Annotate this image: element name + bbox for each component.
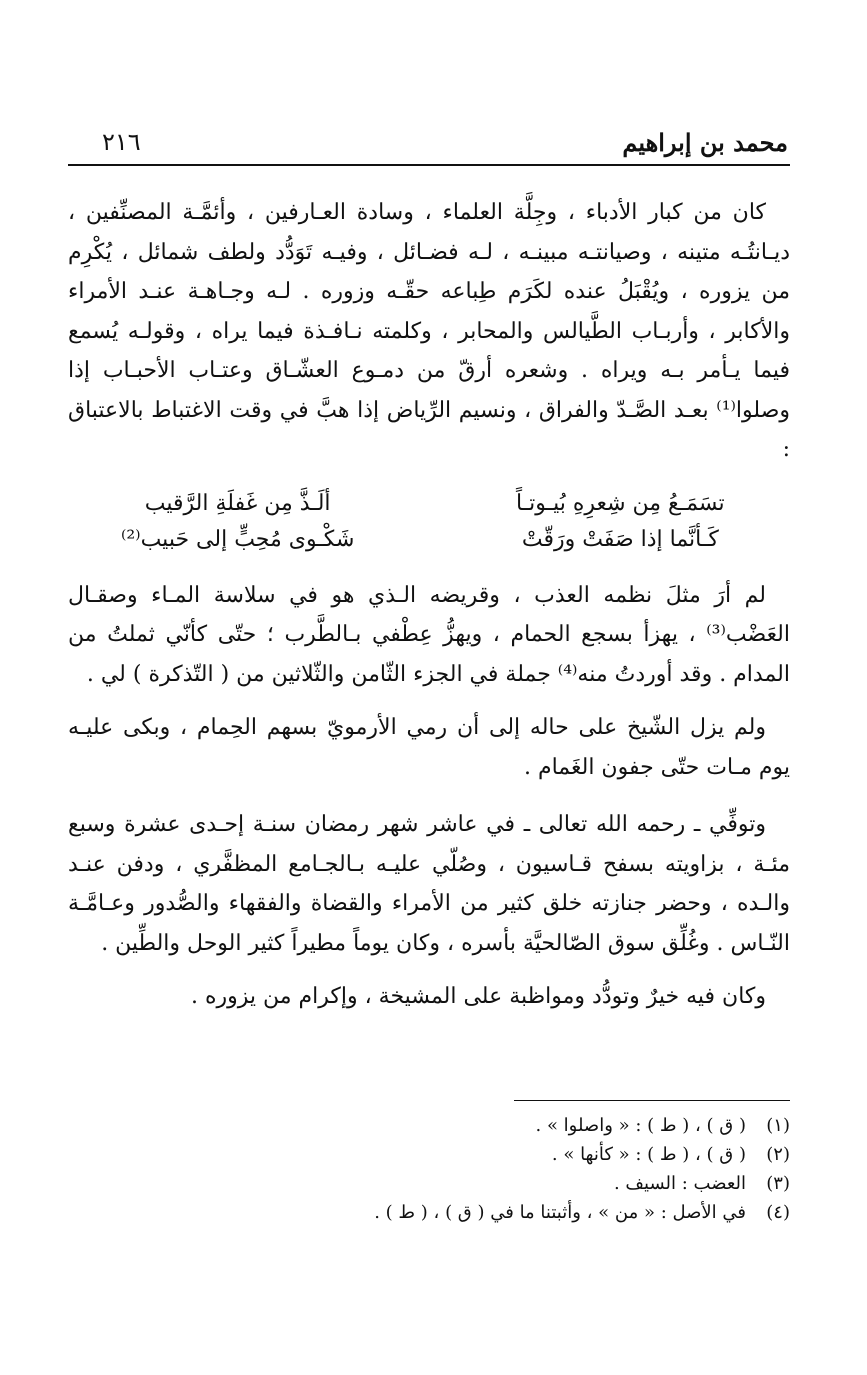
footnote-number: (١) (766, 1115, 790, 1136)
paragraph-biography: كان من كبار الأدباء ، وجِلَّة العلماء ، وسادة العـارفين ، وأئمَّـة المصنِّفين ، ديـانتُـه متينه ، وصيانتـه مبينـه ، لـه فضـائل ، وفيـه تَوَدُّد ولطف شمائل ، يُكْرِم من يزوره ، ويُقْبَلُ عنده لكَرَم طِباعه حقّـه وزوره . لـه وجـاهـة عنـد الأمراء والأكابر ، وأربـاب الطَّيالس والمحابر ، وكلمته نـافـذة فيما يراه ، وقولـه يُسمع فيما يـأمر بـه ويراه . وشعره أرقّ من دمـوع العشّـاق وعتـاب الأحبـاب إذا وصلوا⁽¹⁾ بعـد الصَّـدّ والفراق ، ونسيم الرِّياض إذا هبَّ في وقت الاغتباط بالاعتباق : (68, 200, 790, 462)
footnotes (68, 1100, 790, 1227)
footnote-rule (514, 1100, 790, 1101)
paragraph-gap (68, 787, 790, 805)
footnote (68, 1169, 790, 1198)
poem-verse-2-first-hemistich: كَـأنَّما إذا صَفَتْ ورَقّتْ (521, 526, 719, 552)
footnote-text: العضب : السيف . (613, 1173, 746, 1194)
footnote (68, 1198, 790, 1227)
footnote (68, 1140, 790, 1169)
paragraph-death: ولم يزل الشّيخ على حاله إلى أن رمي الأرمويّ بسهم الحِمام ، وبكى عليـه يوم مـات حتّى جفون الغَمام . (68, 715, 790, 780)
header-rule (68, 164, 790, 166)
page-header (68, 118, 790, 166)
footnote-number: (٢) (766, 1144, 790, 1165)
footnote-text: ( ق ) ، ( ط ) : « واصلوا » . (535, 1115, 746, 1136)
poem (68, 486, 790, 558)
poem-verse-1 (68, 486, 790, 522)
main-text (68, 193, 790, 1017)
footnote-number: (٤) (766, 1202, 790, 1223)
paragraph-poetry-praise: لم أرَ مثلَ نظمه العذب ، وقريضه الـذي هو في سلاسة المـاء وصقـال العَضْب⁽³⁾ ، يهزأ بسجع الحمام ، ويهزُّ عِطْفي بـالطَّرب ؛ حتّى كأنّي ثملتُ من المدام . وقد أوردتُ منه⁽⁴⁾ جملة في الجزء الثّامن والثّلاثين من ( التّذكرة ) لي . (68, 582, 790, 687)
paragraph-gap (68, 963, 790, 977)
poem-verse-1-second-hemistich: ألَـذَّ مِن غَفلَةِ الرَّقيب (144, 490, 331, 516)
running-title: محمد بن إبراهيم (622, 128, 788, 157)
paragraph-gap (68, 694, 790, 708)
poem-verse-2 (68, 522, 790, 558)
poem-verse-2-second-hemistich: شَكْـوى مُحِبٍّ إلى حَبيب⁽²⁾ (120, 526, 355, 552)
paragraph-character: وكان فيه خيرٌ وتودُّد ومواظبة على المشيخة ، وإكرام من يزوره . (190, 984, 766, 1009)
footnote (68, 1111, 790, 1140)
footnote-text: ( ق ) ، ( ط ) : « كأنها » . (551, 1144, 746, 1165)
poem-verse-1-first-hemistich: تسَمَـعُ مِن شِعرِهِ بُيـوتـاً (515, 490, 725, 516)
footnote-number: (٣) (766, 1173, 790, 1194)
page-number: ٢١٦ (102, 128, 141, 156)
footnote-text: في الأصل : « من » ، وأثبتنا ما في ( ق ) ، ( ط ) . (374, 1202, 746, 1223)
paragraph-funeral: وتوفِّي ـ رحمه الله تعالى ـ في عاشر شهر رمضان سنـة إحـدى عشرة وسبع مئـة ، بزاويته بسفح قـاسيون ، وصُلّي عليـه بـالجـامع المظفَّري ، ودفن عنـد والـده ، وحضر جنازته خلق كثير من الأمراء والقضاة والفقهاء والصُّدور وعـامَّـة النّـاس . وغُلِّق سوق الصّالحيَّة بأسره ، وكان يوماً مطيراً كثير الوحل والطِّين . (68, 812, 790, 956)
